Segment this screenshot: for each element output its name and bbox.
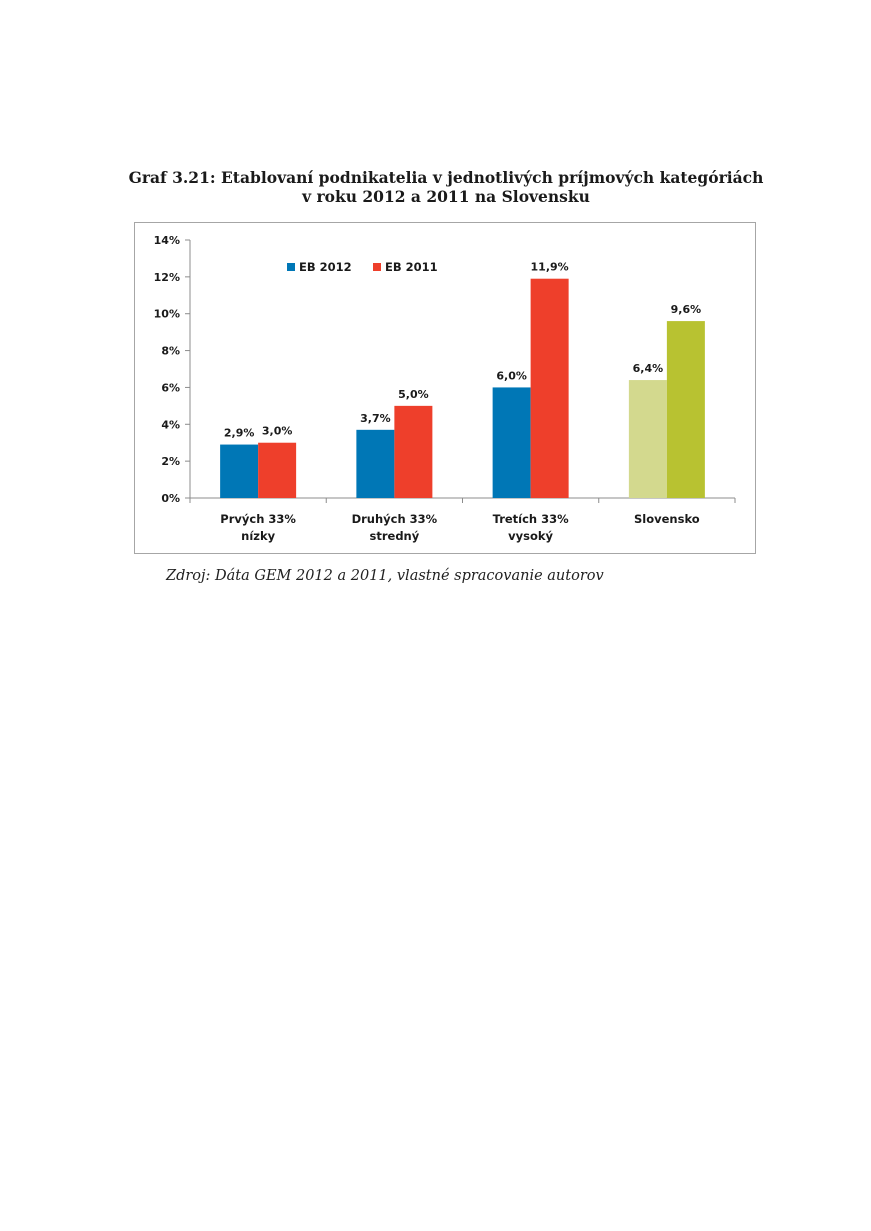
y-tick-label: 0% [161, 492, 180, 505]
bar [394, 406, 432, 498]
y-tick-label: 4% [161, 418, 180, 432]
data-label: 5,0% [398, 387, 429, 401]
x-category-label: Druhých 33% [351, 512, 438, 526]
bar [531, 279, 569, 498]
x-category-label: vysoký [508, 529, 554, 543]
y-tick-label: 2% [161, 455, 180, 469]
x-category-label: Tretích 33% [492, 512, 569, 526]
bar [493, 387, 531, 498]
legend-swatch [287, 263, 295, 271]
data-label: 9,6% [670, 303, 702, 317]
source-note: Zdroj: Dáta GEM 2012 a 2011, vlastné spracovanie autorov [166, 568, 604, 584]
legend-label: EB 2012 [299, 260, 352, 274]
y-tick-label: 6% [161, 381, 180, 395]
bar [220, 445, 258, 498]
y-tick-label: 12% [153, 270, 180, 284]
bar [667, 321, 705, 498]
bar [356, 430, 394, 498]
chart-title-line-1: Graf 3.21: Etablovaní podnikatelia v jednotlivých príjmových kategóriách [128, 168, 764, 187]
data-label: 6,4% [632, 362, 664, 376]
y-tick-label: 14% [153, 234, 180, 247]
bar [629, 380, 667, 498]
x-category-label: Slovensko [634, 512, 700, 526]
bar [258, 443, 296, 498]
legend-swatch [373, 263, 381, 271]
data-label: 2,9% [223, 426, 255, 440]
data-label: 6,0% [496, 369, 527, 383]
data-label: 3,7% [360, 411, 391, 425]
x-category-label: nízky [241, 529, 276, 543]
chart-title [90, 168, 802, 206]
data-label: 11,9% [530, 260, 569, 274]
y-tick-label: 10% [153, 307, 180, 321]
y-tick-label: 8% [161, 344, 180, 358]
data-label: 3,0% [261, 424, 293, 438]
x-category-label: Prvých 33% [220, 512, 296, 526]
legend-label: EB 2011 [385, 260, 438, 274]
bar-chart [135, 223, 755, 553]
x-category-label: stredný [369, 529, 420, 543]
chart-title-line-2: v roku 2012 a 2011 na Slovensku [302, 187, 590, 206]
chart-frame [134, 222, 756, 554]
